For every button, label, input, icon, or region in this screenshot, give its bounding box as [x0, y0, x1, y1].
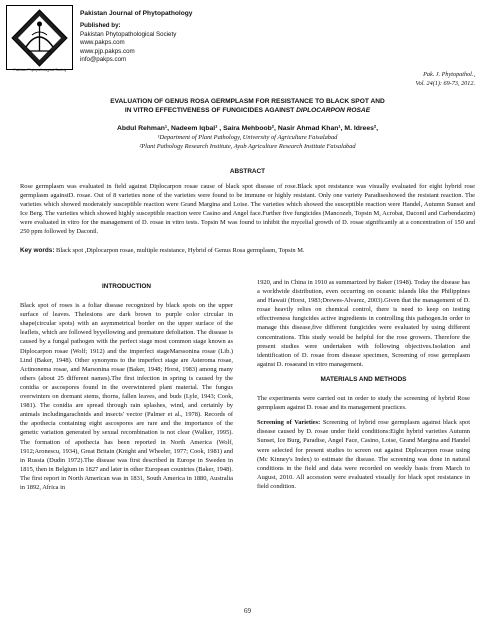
methods-text: The experiments were carried out in order to study the screening of hybrid Rose germplasm against D. rosae and its management practices. — [257, 395, 470, 412]
keywords-label: Key words: — [20, 247, 55, 254]
publisher-name: Pakistan Phytopathological Society — [80, 30, 177, 38]
screening-text: Screening of hybrid rose germplasm against black spot disease caused by D. rosae under field conditions:Eight hybrid varieties Autumn Sunset, Ice Burg, Paradise, Angel Face, Casino, Loise, Grand Margina and Handel were selected for present studies to screen out against Diplocarpon rosae using (Mc Kinney's Index) to estimate the disease. The screening was done in natural conditions in the field and data were recorded on weekly basis from March to August, 2010. All accession were evaluated visually for black spot resistance in field condition. — [257, 419, 471, 490]
website-link-2[interactable]: www.pjp.pakps.com — [80, 47, 135, 55]
citation-journal: Pak. J. Phytopathol., — [423, 71, 475, 78]
logo-caption: Pakistan Phytopathological Society — [13, 68, 67, 72]
abstract-text: Rose germplasm was evaluated in field against Diplocarpon rosae cause of black spot disease of rose.Black spot resistance was visually evaluated for eight hybrid rose germplasm againstD. rosae. Out of 8 varieties none of the varieties were found to be immune or highly resistant. Only one variety Paradiseshowed the resistant reaction. The varieties which showed moderately susceptible reaction were Grand Margina and Loise. The varieties which showed the susceptible reaction were Handel, Autumn Sunset and Ice Berg. The varieties which showed highly susceptible reaction were Casino and Angel face.Further five fungicides (Mancozeb, Topsin M, Acrobat, Daconil and Carbendazim) were evaluated in vitro for the management of D. rosae in vitro tests. Topsin M was found to inhibit the mycelial growth of D. rosae significantly at a concentration of 150 and 250 ppm followed by Daconil. — [20, 183, 475, 235]
citation — [416, 71, 475, 88]
introduction-continued: 1920, and in China in 1910 as summarized by Baker (1948). Today the disease has a worldwide distribution, even occurring on oceanic islands like the Philippines and Hawaii (Horst, 1983;Drewes-Alvarez, 2003).Given that the management of D. rosae heavily relies on chemical control, there is need to keep on testing effectiveness fungicides active ingredients in controlling this pathogen.In order to manage this disease,five different fungicides were evaluated by using different concentrations. This study would be helpful for the rose growers. Therefore the present studies were undertaken with following objectives.Isolation and identification of D. rosae from disease specimen, Screening of rose germplasm against D. rosaeand in vitro management. — [257, 279, 470, 368]
title-line-2-text: IN VITRO EFFECTIVENESS OF FUNGICIDES AGAINST — [124, 107, 297, 114]
citation-volume: Vol. 24(1): 69-73, 2012. — [415, 79, 475, 87]
society-logo — [6, 5, 73, 70]
journal-name: Pakistan Journal of Phytopathology — [80, 10, 193, 17]
screening-paragraph — [257, 418, 470, 491]
author-list: Abdul Rehman¹, Nadeem Iqbal¹ , Saira Mehboob², Nasir Ahmad Khan¹, M. Idrees², — [116, 125, 379, 132]
website-link-1[interactable]: www.pakps.com — [80, 39, 125, 47]
page-number: 69 — [244, 607, 251, 615]
methods-heading: MATERIALS AND METHODS — [320, 375, 407, 383]
published-by-label: Published by: — [80, 22, 121, 30]
paper-title — [20, 97, 475, 115]
email-link[interactable]: info@pakps.com — [80, 56, 127, 64]
affiliation-1: ¹Department of Plant Pathology, University of Agriculture Faisalabad — [157, 134, 338, 141]
title-line-2 — [20, 106, 475, 115]
affiliations — [20, 134, 475, 152]
title-pathogen: DIPLOCARPON ROSAE — [296, 107, 371, 114]
affiliation-2: ²Plant Pathology Research Institute, Ayub Agriculture Research Institute Faisalabad — [139, 142, 356, 150]
screening-label: Screening of Varieties: — [257, 419, 321, 427]
left-column — [20, 278, 233, 498]
keywords-text: Black spot ,Diplocarpon rosae, multiple resistance, Hybrid of Genus Rosa germplasm, Topsin M. — [54, 247, 305, 254]
title-line-1: EVALUATION OF GENUS ROSA GERMPLASM FOR RESISTANCE TO BLACK SPOT AND — [110, 98, 385, 105]
right-column — [257, 278, 470, 497]
keywords — [20, 247, 475, 256]
introduction-text: Black spot of roses is a foliar disease recognized by black spots on the upper surface of leaves. Thelesions are dark brown to purple color circular in shape(circular spots) with an asymmetrical border on the upper surface of the leaflets, which are followed byyellowing and premature defoliation. The disease is caused by a fungal pathogen with the perfect stage most common stage known as Diplocarpon rosae (Wolf; 1912) and the imperfect stageMarssonina rosae (Lib.) Lind (Baker, 1948). Other synonyms to the imperfect stage are Asteroma rosae, Actinonema rosae, and Marsonina rosae (Baker, 1948; Horst, 1983) among many others (about 25 different names).The first infection in spring is caused by the conidia or ascospores found in the overwintered plant material. The fungus overwinters on dormant stems, thorns, fallen leaves, and buds (Lyle, 1943; Cook, 1981). The conidia are spread through rain splashes, wind, and certainly by animals includingarachnids and insects' vector (Palmer et al., 1978). Records of the apothecia containing eight ascospores are rare and the importance of the genetic variation generated by sexual recombination is not clear (Walker, 1995). The formation of apothecia has been reported in North America (Wolf, 1912;Aronescu, 1934), Great Britain (Knight and Wheeler, 1977; Cook, 1981) and in Russia (Dudin 1972).The disease was first described in Europe in Sweden in 1815, then in Belgium in 1827 and later in other European countries (Baker, 1948). The first report in North American was in 1831, South America in 1880, Australia in 1892, Africa in — [20, 302, 233, 491]
abstract-heading: ABSTRACT — [229, 168, 266, 175]
journal-info — [80, 10, 280, 64]
introduction-heading: INTRODUCTION — [102, 283, 151, 290]
